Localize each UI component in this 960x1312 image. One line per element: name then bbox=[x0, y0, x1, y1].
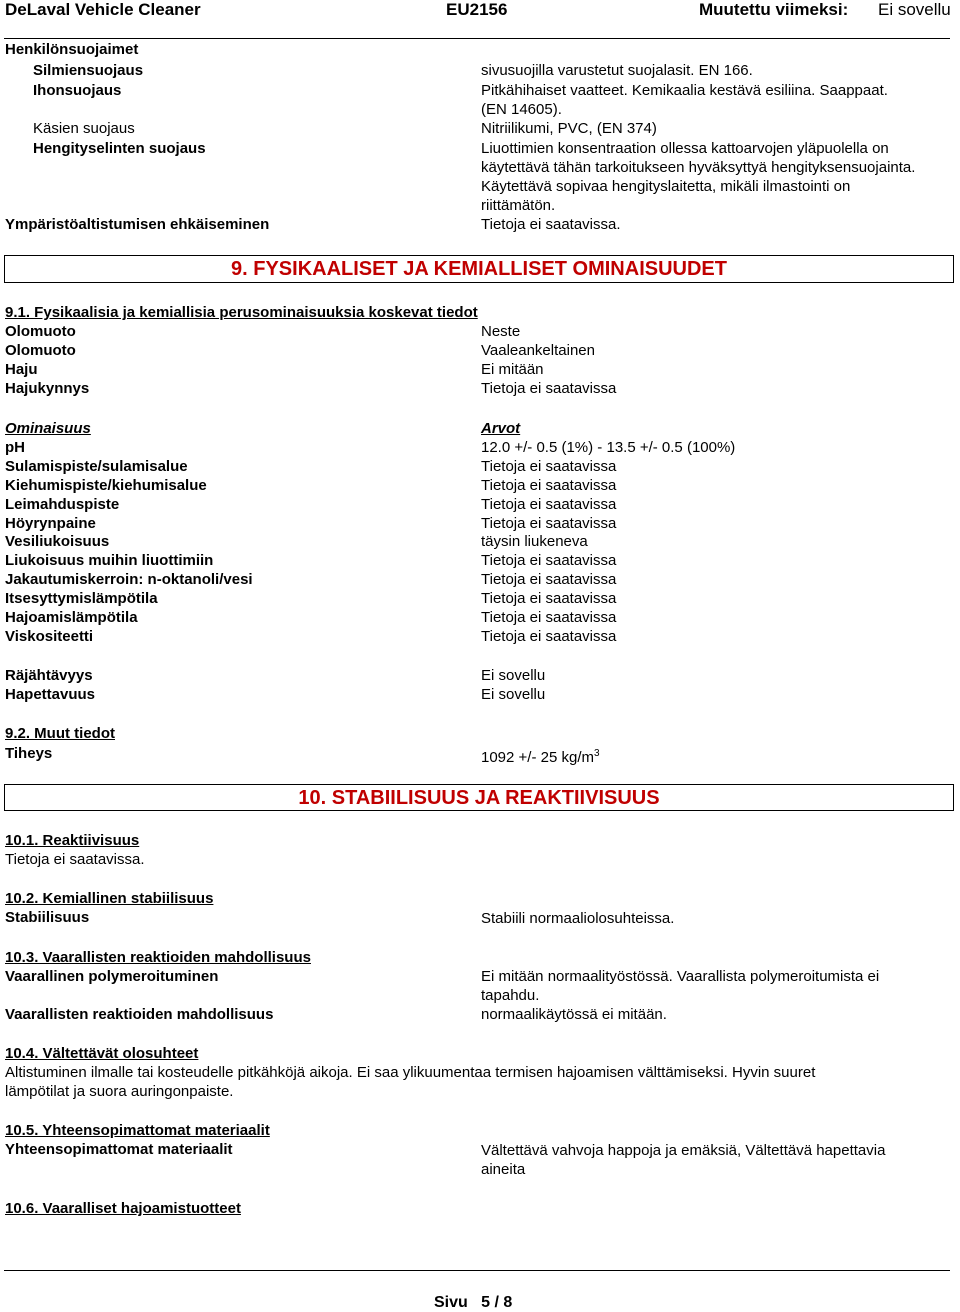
modified-value: Ei sovellu bbox=[878, 0, 951, 19]
column-header-values: Arvot bbox=[481, 420, 521, 437]
section-10-heading bbox=[4, 784, 954, 811]
polymerization-value-2: tapahdu. bbox=[481, 987, 540, 1004]
section-10-title: 10. STABIILISUUS JA REAKTIIVISUUS bbox=[298, 787, 660, 809]
stability-value: Stabiili normaaliolosuhteissa. bbox=[481, 910, 675, 927]
incompatible-value-1: Vältettävä vahvoja happoja ja emäksiä, Vältettävä hapettavia bbox=[481, 1142, 886, 1159]
oxidizing-label: Hapettavuus bbox=[5, 686, 96, 703]
section-9-heading bbox=[4, 255, 954, 283]
prop-value-5: täysin liukeneva bbox=[481, 533, 588, 550]
respiratory-protection-value-2: käytettävä tähän tarkoitukseen hyväksyttyä hengityksensuojainta. bbox=[481, 159, 916, 176]
explosive-label: Räjähtävyys bbox=[5, 667, 93, 684]
column-header-property: Ominaisuus bbox=[5, 420, 91, 437]
skin-protection-value-2: (EN 14605). bbox=[481, 101, 562, 118]
eye-protection-value: sivusuojilla varustetut suojalasit. EN 166. bbox=[481, 62, 753, 79]
basic-value-0: Neste bbox=[481, 323, 521, 340]
prop-value-9: Tietoja ei saatavissa bbox=[481, 609, 617, 626]
basic-label-0: Olomuoto bbox=[5, 323, 76, 340]
prop-value-7: Tietoja ei saatavissa bbox=[481, 571, 617, 588]
basic-label-2: Haju bbox=[5, 361, 38, 378]
basic-value-2: Ei mitään bbox=[481, 361, 544, 378]
explosive-value: Ei sovellu bbox=[481, 667, 546, 684]
oxidizing-value: Ei sovellu bbox=[481, 686, 546, 703]
subsection-10-6-title: 10.6. Vaaralliset hajoamistuotteet bbox=[5, 1200, 241, 1217]
skin-protection-value-1: Pitkähihaiset vaatteet. Kemikaalia kestävä esiliina. Saappaat. bbox=[481, 82, 888, 99]
subsection-10-1-title: 10.1. Reaktiivisuus bbox=[5, 832, 140, 849]
header-divider bbox=[4, 38, 950, 39]
prop-value-2: Tietoja ei saatavissa bbox=[481, 477, 617, 494]
prop-label-4: Höyrynpaine bbox=[5, 515, 96, 532]
prop-value-0: 12.0 +/- 0.5 (1%) - 13.5 +/- 0.5 (100%) bbox=[481, 439, 736, 456]
reactivity-text: Tietoja ei saatavissa. bbox=[5, 851, 145, 868]
subsection-10-2-title: 10.2. Kemiallinen stabiilisuus bbox=[5, 890, 214, 907]
prop-value-3: Tietoja ei saatavissa bbox=[481, 496, 617, 513]
conditions-text-1: Altistuminen ilmalle tai kosteudelle pitkähköjä aikoja. Ei saa ylikuumentaa termisen hajoamisen välttämiseksi. Hyvin suuret bbox=[5, 1064, 816, 1081]
prop-label-9: Hajoamislämpötila bbox=[5, 609, 138, 626]
basic-label-1: Olomuoto bbox=[5, 342, 76, 359]
footer-divider bbox=[4, 1270, 950, 1271]
prop-value-1: Tietoja ei saatavissa bbox=[481, 458, 617, 475]
prop-value-8: Tietoja ei saatavissa bbox=[481, 590, 617, 607]
subsection-10-4-title: 10.4. Vältettävät olosuhteet bbox=[5, 1045, 199, 1062]
hand-protection-label: Käsien suojaus bbox=[33, 120, 135, 137]
prop-label-5: Vesiliukoisuus bbox=[5, 533, 110, 550]
density-number: 1092 +/- 25 kg/m bbox=[481, 749, 594, 766]
hazardous-reactions-label: Vaarallisten reaktioiden mahdollisuus bbox=[5, 1006, 274, 1023]
env-exposure-value: Tietoja ei saatavissa. bbox=[481, 216, 621, 233]
product-code: EU2156 bbox=[446, 0, 508, 19]
incompatible-value-2: aineita bbox=[481, 1161, 526, 1178]
prop-label-7: Jakautumiskerroin: n-oktanoli/vesi bbox=[5, 571, 253, 588]
basic-value-3: Tietoja ei saatavissa bbox=[481, 380, 617, 397]
density-exponent: 3 bbox=[593, 748, 600, 759]
prop-label-6: Liukoisuus muihin liuottimiin bbox=[5, 552, 214, 569]
page-number: Sivu 5 / 8 bbox=[434, 1294, 513, 1311]
prop-value-4: Tietoja ei saatavissa bbox=[481, 515, 617, 532]
subsection-9-1-title: 9.1. Fysikaalisia ja kemiallisia perusominaisuuksia koskevat tiedot bbox=[5, 304, 478, 321]
density-label: Tiheys bbox=[5, 745, 53, 762]
prop-label-0: pH bbox=[5, 439, 25, 456]
respiratory-protection-value-1: Liuottimien konsentraation ollessa kattoarvojen yläpuolella on bbox=[481, 140, 889, 157]
section-9-title: 9. FYSIKAALISET JA KEMIALLISET OMINAISUUDET bbox=[231, 258, 727, 280]
density-value bbox=[481, 745, 600, 767]
prop-label-2: Kiehumispiste/kiehumisalue bbox=[5, 477, 207, 494]
basic-label-3: Hajukynnys bbox=[5, 380, 90, 397]
conditions-text-2: lämpötilat ja suora auringonpaiste. bbox=[5, 1083, 234, 1100]
subsection-9-2-title: 9.2. Muut tiedot bbox=[5, 725, 115, 742]
prop-value-6: Tietoja ei saatavissa bbox=[481, 552, 617, 569]
prop-value-10: Tietoja ei saatavissa bbox=[481, 628, 617, 645]
hazardous-reactions-value: normaalikäytössä ei mitään. bbox=[481, 1006, 667, 1023]
prop-label-1: Sulamispiste/sulamisalue bbox=[5, 458, 188, 475]
polymerization-value-1: Ei mitään normaalityöstössä. Vaarallista polymeroitumista ei bbox=[481, 968, 880, 985]
ppe-title: Henkilönsuojaimet bbox=[5, 41, 139, 58]
subsection-10-3-title: 10.3. Vaarallisten reaktioiden mahdollisuus bbox=[5, 949, 311, 966]
incompatible-label: Yhteensopimattomat materiaalit bbox=[5, 1141, 233, 1158]
modified-label: Muutettu viimeksi: bbox=[699, 0, 849, 19]
basic-value-1: Vaaleankeltainen bbox=[481, 342, 595, 359]
skin-protection-label: Ihonsuojaus bbox=[33, 82, 122, 99]
stability-label: Stabiilisuus bbox=[5, 909, 90, 926]
respiratory-protection-label: Hengityselinten suojaus bbox=[33, 140, 206, 157]
product-name: DeLaval Vehicle Cleaner bbox=[5, 0, 201, 19]
prop-label-8: Itsesyttymislämpötila bbox=[5, 590, 158, 607]
respiratory-protection-value-3: Käytettävä sopivaa hengityslaitetta, mikäli ilmastointi on bbox=[481, 178, 851, 195]
prop-label-3: Leimahduspiste bbox=[5, 496, 120, 513]
hand-protection-value: Nitriilikumi, PVC, (EN 374) bbox=[481, 120, 657, 137]
polymerization-label: Vaarallinen polymeroituminen bbox=[5, 968, 219, 985]
env-exposure-label: Ympäristöaltistumisen ehkäiseminen bbox=[5, 216, 270, 233]
respiratory-protection-value-4: riittämätön. bbox=[481, 197, 556, 214]
subsection-10-5-title: 10.5. Yhteensopimattomat materiaalit bbox=[5, 1122, 270, 1139]
eye-protection-label: Silmiensuojaus bbox=[33, 62, 144, 79]
prop-label-10: Viskositeetti bbox=[5, 628, 94, 645]
